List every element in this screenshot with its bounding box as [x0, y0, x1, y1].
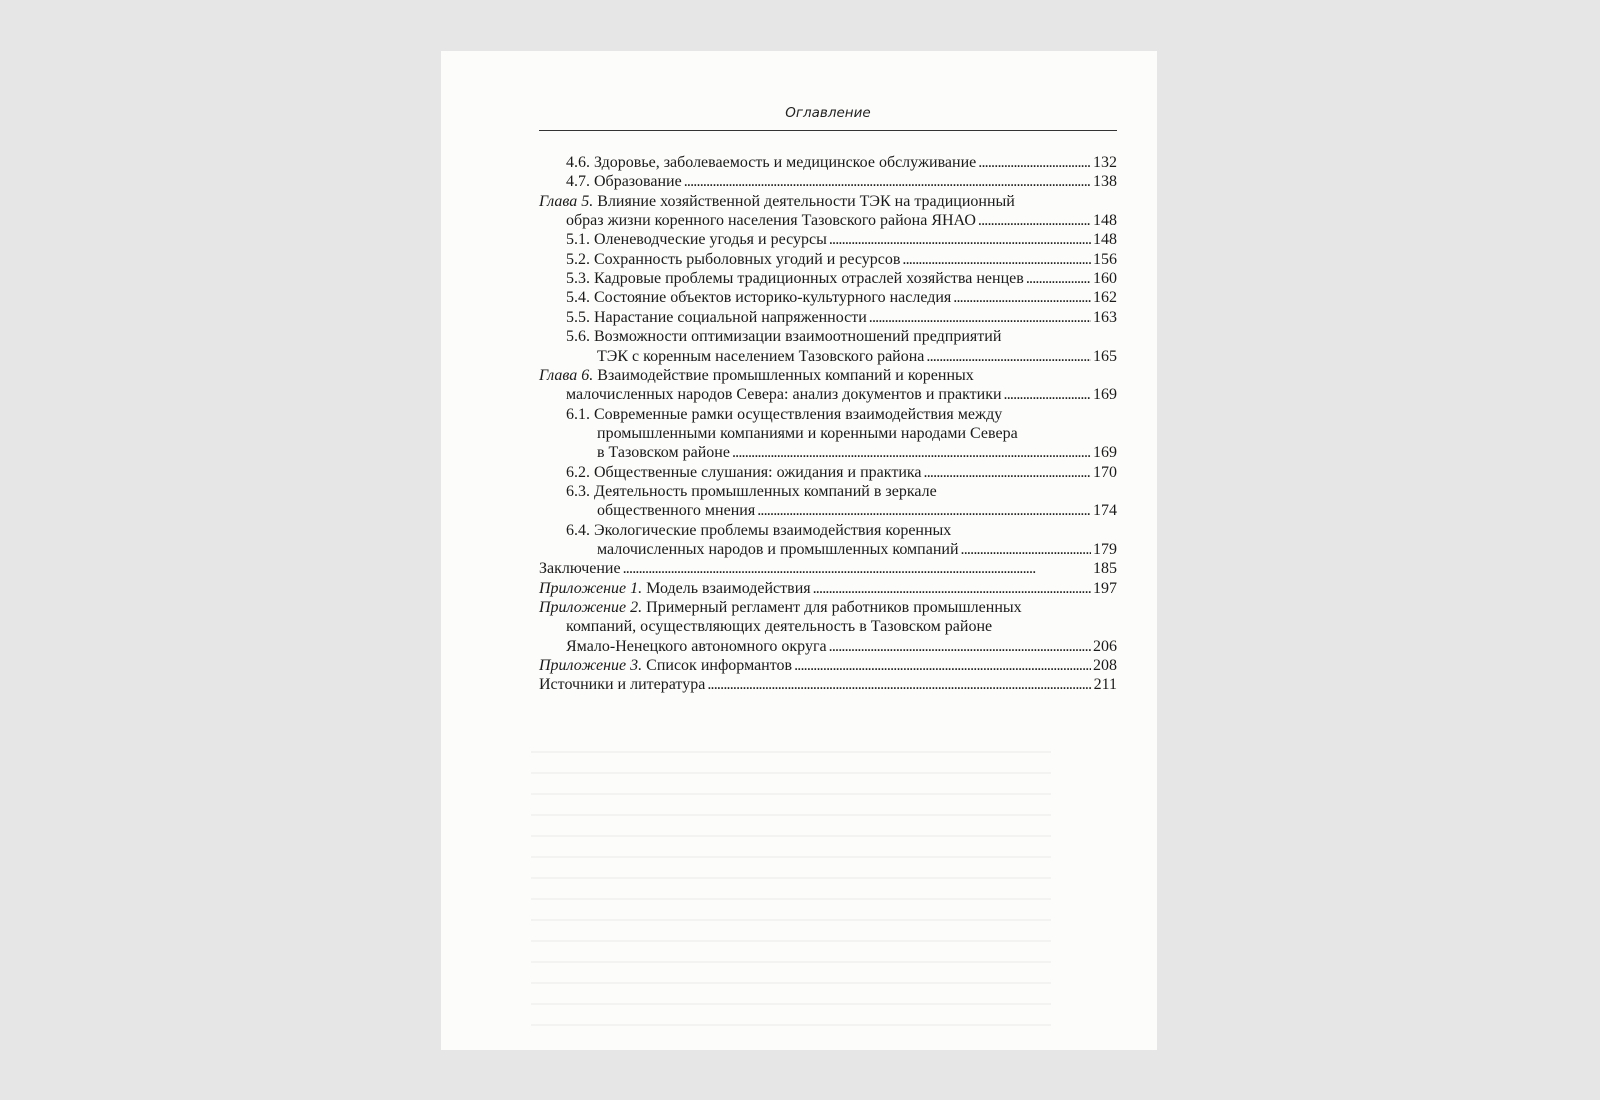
- dot-leader: [684, 172, 1091, 191]
- toc-entry-title: Примерный регламент для работников промышленных: [646, 599, 1022, 617]
- dot-leader: [623, 559, 1091, 578]
- dot-leader: [829, 230, 1091, 249]
- toc-entry-title: промышленными компаниями и коренными народами Севера: [597, 424, 1018, 442]
- toc-page-number: 163: [1093, 308, 1117, 326]
- toc-page-number: 185: [1093, 560, 1117, 578]
- dot-leader: [978, 153, 1091, 172]
- dot-leader: [926, 347, 1091, 366]
- dot-leader: [757, 501, 1091, 520]
- toc-entry-title: Источники и литература: [539, 676, 706, 694]
- dot-leader: [902, 250, 1091, 269]
- toc-entry-label: Глава 5.: [539, 192, 594, 210]
- toc-entry-label: Приложение 1.: [539, 579, 643, 597]
- toc-entry-title: Список информантов: [646, 657, 793, 675]
- toc-entry-title: Модель взаимодействия: [646, 579, 811, 597]
- toc-entry-label: Приложение 3.: [539, 657, 643, 675]
- toc-page-number: 197: [1093, 579, 1117, 597]
- dot-leader: [869, 308, 1091, 327]
- dot-leader: [953, 288, 1091, 307]
- toc-page-number: 169: [1093, 444, 1117, 462]
- dot-leader: [978, 211, 1091, 230]
- toc-entry-title: компаний, осуществляющих деятельность в Тазовском районе: [566, 618, 993, 636]
- toc-entry-title: малочисленных народов и промышленных компаний: [597, 541, 959, 558]
- toc-page-number: 138: [1093, 173, 1117, 191]
- toc-entry-title: 6.3. Деятельность промышленных компаний в зеркале: [566, 482, 937, 500]
- dot-leader: [794, 656, 1091, 675]
- toc-page-number: 132: [1093, 154, 1117, 171]
- toc-entry-title: 5.3. Кадровые проблемы традиционных отраслей хозяйства ненцев: [566, 270, 1024, 288]
- toc-entry-title: 4.7. Образование: [566, 173, 682, 191]
- toc-entry-title: в Тазовском районе: [597, 444, 730, 462]
- toc-page-number: 160: [1093, 270, 1117, 288]
- toc-page-number: 206: [1093, 637, 1117, 655]
- toc-page-number: 169: [1093, 386, 1117, 404]
- toc-page-number: 179: [1093, 541, 1117, 558]
- toc-page-number: 165: [1093, 347, 1117, 365]
- toc-entry-title: 6.4. Экологические проблемы взаимодействия коренных: [566, 521, 952, 539]
- toc-entry-title: малочисленных народов Севера: анализ документов и практики: [566, 386, 1002, 404]
- toc-entry-title: 5.2. Сохранность рыболовных угодий и ресурсов: [566, 250, 901, 268]
- toc-page-number: 162: [1093, 289, 1117, 307]
- toc-entry-title: образ жизни коренного населения Тазовского района ЯНАО: [566, 212, 976, 230]
- toc-page-number: 156: [1093, 250, 1117, 268]
- toc-page-number: 211: [1093, 676, 1117, 694]
- toc-page-number: 208: [1093, 657, 1117, 675]
- toc-entry-title: общественного мнения: [597, 502, 756, 520]
- toc-entry-title: 5.1. Оленеводческие угодья и ресурсы: [566, 231, 827, 249]
- toc-page-number: 148: [1093, 231, 1117, 249]
- dot-leader: [732, 443, 1091, 462]
- dot-leader: [961, 540, 1091, 559]
- toc-entry-title: 5.4. Состояние объектов историко-культурного наследия: [566, 289, 952, 307]
- toc-entry-title: 6.1. Современные рамки осуществления взаимодействия между: [566, 405, 1003, 423]
- dot-leader: [1004, 385, 1091, 404]
- dot-leader: [813, 579, 1091, 598]
- toc-entry-title: Влияние хозяйственной деятельности ТЭК на традиционный: [597, 192, 1015, 210]
- toc-entry-title: 6.2. Общественные слушания: ожидания и практика: [566, 463, 922, 481]
- toc-entry-title: Взаимодействие промышленных компаний и коренных: [597, 366, 974, 384]
- toc-entry-title: 5.5. Нарастание социальной напряженности: [566, 308, 867, 326]
- toc-page-number: 170: [1093, 463, 1117, 481]
- running-head: Оглавление: [785, 105, 871, 121]
- dot-leader: [924, 463, 1091, 482]
- toc-entry-title: Заключение: [539, 560, 621, 578]
- dot-leader: [1026, 269, 1091, 288]
- toc-entry-title: 5.6. Возможности оптимизации взаимоотношений предприятий: [566, 328, 1002, 346]
- toc-entry-label: Глава 6.: [539, 366, 594, 384]
- toc-page-number: 174: [1093, 502, 1117, 520]
- toc-entry-title: Ямало-Ненецкого автономного округа: [566, 637, 827, 655]
- toc-entry-title: ТЭК с коренным населением Тазовского района: [597, 347, 925, 365]
- header-rule: [539, 130, 1117, 131]
- toc-page-number: 148: [1093, 212, 1117, 230]
- book-page: [441, 51, 1157, 1050]
- dot-leader: [829, 637, 1091, 656]
- toc-entry-label: Приложение 2.: [539, 599, 643, 617]
- dot-leader: [707, 675, 1091, 694]
- toc-entry-title: 4.6. Здоровье, заболеваемость и медицинское обслуживание: [566, 154, 977, 171]
